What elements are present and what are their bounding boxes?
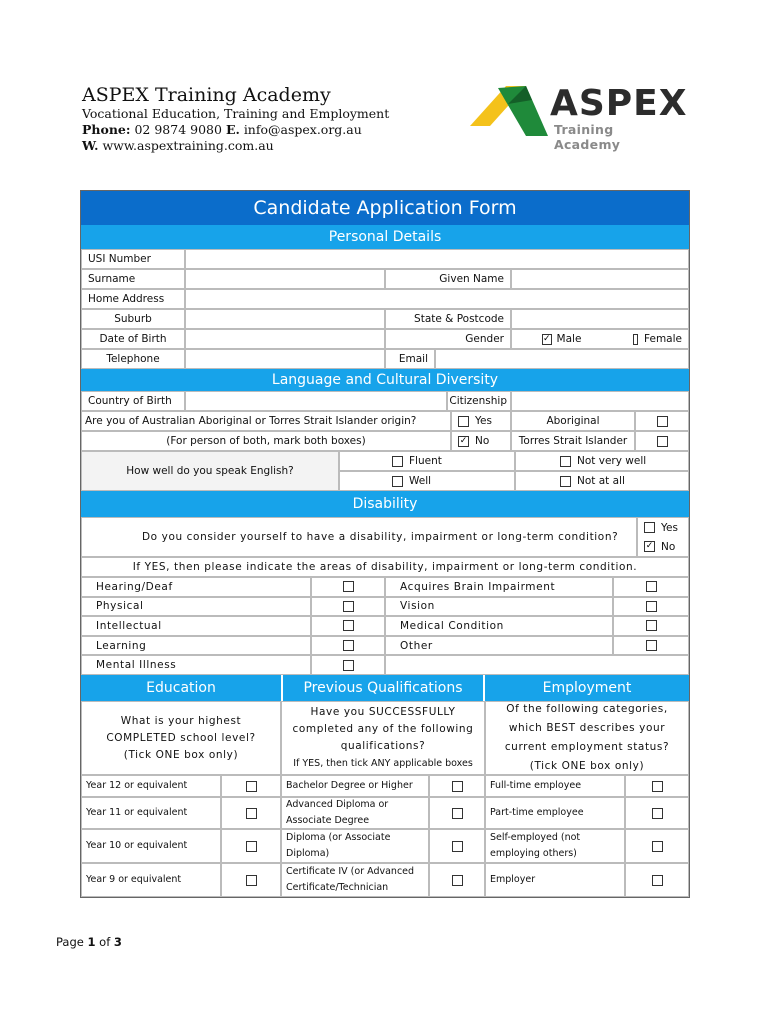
page-number (56, 935, 122, 949)
indigenous-no-checkbox[interactable]: ✓ (459, 435, 468, 446)
employment-item-option (625, 775, 689, 797)
logo-subtitle: Training Academy (554, 122, 621, 152)
indigenous-question: Are you of Australian Aboriginal or Torres Strait Islander origin? (81, 411, 451, 431)
well-option (339, 471, 515, 491)
suburb-field[interactable] (185, 309, 385, 329)
torres-strait-checkbox[interactable] (657, 436, 668, 447)
email-field[interactable] (435, 349, 689, 369)
employment-item-label: Employer (485, 863, 625, 897)
gender-options (511, 329, 689, 349)
qualification-item-checkbox[interactable] (452, 875, 463, 886)
state-postcode-label: State & Postcode (385, 309, 511, 329)
page-total: 3 (113, 935, 122, 949)
home-address-field[interactable] (185, 289, 689, 309)
disability-item-label: Mental Illness (81, 655, 311, 675)
surname-label: Surname (81, 269, 185, 289)
aboriginal-option (635, 411, 689, 431)
education-heading: Education (81, 675, 281, 701)
country-of-birth-field[interactable] (185, 391, 447, 411)
disability-item-option (613, 616, 689, 636)
not-at-all-option (515, 471, 689, 491)
fluent-checkbox[interactable] (392, 456, 403, 467)
disability-item-checkbox[interactable] (343, 601, 354, 612)
page-current: 1 (87, 935, 96, 949)
not-at-all-checkbox[interactable] (560, 476, 571, 487)
disability-areas-instruction: If YES, then please indicate the areas of disability, impairment or long-term condition. (81, 557, 689, 577)
qualifications-question-block (281, 701, 485, 775)
education-item-checkbox[interactable] (246, 781, 257, 792)
disability-yes-label: Yes (661, 521, 678, 534)
disability-item-label: Hearing/Deaf (81, 577, 311, 597)
employment-item-option (625, 829, 689, 863)
indigenous-note: (For person of both, mark both boxes) (81, 431, 451, 451)
disability-heading: Disability (81, 491, 689, 517)
web-value[interactable]: www.aspextraining.com.au (102, 138, 274, 153)
qualification-item-checkbox[interactable] (452, 781, 463, 792)
telephone-field[interactable] (185, 349, 385, 369)
education-item-label: Year 12 or equivalent (81, 775, 221, 797)
education-item-option (221, 829, 281, 863)
female-checkbox[interactable] (633, 334, 638, 345)
education-item-option (221, 863, 281, 897)
disability-yes-checkbox[interactable] (644, 522, 655, 533)
employment-item-checkbox[interactable] (652, 841, 663, 852)
phone-label: Phone: (82, 122, 131, 137)
disability-question: Do you consider yourself to have a disability, impairment or long-term condition? (81, 517, 637, 557)
torres-strait-label: Torres Strait Islander (511, 431, 635, 451)
disability-item-label: Medical Condition (385, 616, 613, 636)
aboriginal-checkbox[interactable] (657, 416, 668, 427)
disability-item-checkbox[interactable] (646, 581, 657, 592)
phone-value: 02 9874 9080 (134, 122, 222, 137)
disability-item-label: Vision (385, 597, 613, 617)
disability-item-label: Intellectual (81, 616, 311, 636)
disability-item-option (613, 597, 689, 617)
employment-item-option (625, 797, 689, 829)
employment-item-checkbox[interactable] (652, 808, 663, 819)
dob-label: Date of Birth (81, 329, 185, 349)
indigenous-no-label: No (475, 435, 490, 447)
education-item-checkbox[interactable] (246, 875, 257, 886)
male-checkbox[interactable]: ✓ (543, 333, 551, 344)
qualification-item-option (429, 829, 485, 863)
disability-item-checkbox[interactable] (646, 620, 657, 631)
letterhead (82, 84, 389, 154)
not-very-well-checkbox[interactable] (560, 456, 571, 467)
personal-details-heading: Personal Details (81, 225, 689, 249)
torres-strait-option (635, 431, 689, 451)
disability-no-checkbox[interactable]: ✓ (645, 541, 654, 551)
fluent-option (339, 451, 515, 471)
education-item-label: Year 10 or equivalent (81, 829, 221, 863)
disability-item-checkbox[interactable] (343, 581, 354, 592)
employment-note: (Tick ONE box only) (529, 760, 645, 772)
contact-line (82, 122, 389, 138)
indigenous-yes-label: Yes (475, 415, 492, 427)
form-title: Candidate Application Form (81, 191, 689, 225)
not-at-all-label: Not at all (577, 475, 625, 487)
aboriginal-label: Aboriginal (511, 411, 635, 431)
disability-item-option (311, 577, 385, 597)
disability-item-checkbox[interactable] (646, 640, 657, 651)
disability-yes-option (637, 517, 689, 537)
application-form (80, 190, 690, 898)
state-postcode-field[interactable] (511, 309, 689, 329)
education-item-label: Year 11 or equivalent (81, 797, 221, 829)
qualification-item-option (429, 797, 485, 829)
page-of: of (99, 935, 111, 949)
disability-item-label: Learning (81, 636, 311, 656)
education-item-checkbox[interactable] (246, 808, 257, 819)
employment-question: Of the following categories, which BEST describes your current employment status? (504, 703, 670, 753)
suburb-label: Suburb (81, 309, 185, 329)
citizenship-label: Citizenship (447, 391, 511, 411)
employment-item-label: Part-time employee (485, 797, 625, 829)
qualification-item-checkbox[interactable] (452, 841, 463, 852)
employment-item-label: Full-time employee (485, 775, 625, 797)
web-line (82, 138, 389, 154)
qualification-item-label: Advanced Diploma or Associate Degree (281, 797, 429, 829)
not-very-well-label: Not very well (577, 455, 647, 467)
employment-item-checkbox[interactable] (652, 781, 663, 792)
disability-item-option (311, 597, 385, 617)
employment-item-label: Self-employed (not employing others) (485, 829, 625, 863)
email-label: E. (225, 122, 240, 137)
given-name-field[interactable] (511, 269, 689, 289)
empty-cell (385, 655, 689, 675)
disability-item-label: Physical (81, 597, 311, 617)
indigenous-yes-option (451, 411, 511, 431)
aspex-logo (468, 82, 688, 152)
usi-label: USI Number (81, 249, 185, 269)
qualifications-question: Have you SUCCESSFULLY completed any of the following qualifications? (292, 706, 474, 752)
surname-field[interactable] (185, 269, 385, 289)
well-label: Well (409, 475, 432, 487)
dob-field[interactable] (185, 329, 385, 349)
web-label: W. (82, 138, 99, 153)
country-of-birth-label: Country of Birth (81, 391, 185, 411)
disability-item-checkbox[interactable] (646, 601, 657, 612)
disability-item-option (311, 636, 385, 656)
disability-item-label: Acquires Brain Impairment (385, 577, 613, 597)
qualification-item-label: Bachelor Degree or Higher (281, 775, 429, 797)
disability-item-checkbox[interactable] (343, 620, 354, 631)
home-address-label: Home Address (81, 289, 185, 309)
qualification-item-option (429, 775, 485, 797)
well-checkbox[interactable] (392, 476, 403, 487)
citizenship-field[interactable] (511, 391, 689, 411)
usi-field[interactable] (185, 249, 689, 269)
telephone-label: Telephone (81, 349, 185, 369)
employment-item-option (625, 863, 689, 897)
employment-question-block (485, 701, 689, 775)
email-value[interactable]: info@aspex.org.au (243, 122, 362, 137)
disability-item-option (613, 577, 689, 597)
education-item-label: Year 9 or equivalent (81, 863, 221, 897)
education-item-option (221, 775, 281, 797)
org-title: ASPEX Training Academy (82, 84, 331, 106)
female-label: Female (644, 333, 682, 345)
page-prefix: Page (56, 935, 84, 949)
employment-heading: Employment (485, 675, 689, 701)
education-item-checkbox[interactable] (246, 841, 257, 852)
education-item-option (221, 797, 281, 829)
logo-mark-icon (468, 82, 558, 140)
qualification-item-label: Certificate IV (or Advanced Certificate/Technician (281, 863, 429, 897)
disability-no-label: No (661, 540, 676, 553)
male-label: Male (556, 333, 582, 345)
disability-item-label: Other (385, 636, 613, 656)
email-label: Email (385, 349, 435, 369)
english-question: How well do you speak English? (81, 451, 339, 491)
org-subtitle: Vocational Education, Training and Employment (82, 106, 390, 121)
qualifications-heading: Previous Qualifications (281, 675, 485, 701)
language-heading: Language and Cultural Diversity (81, 369, 689, 391)
not-very-well-option (515, 451, 689, 471)
qualifications-note: If YES, then tick ANY applicable boxes (293, 758, 473, 769)
indigenous-yes-checkbox[interactable] (458, 416, 469, 427)
fluent-label: Fluent (409, 455, 442, 467)
disability-no-option (637, 537, 689, 557)
disability-item-checkbox[interactable] (343, 640, 354, 651)
disability-item-option (311, 616, 385, 636)
employment-item-checkbox[interactable] (652, 875, 663, 886)
qualification-item-label: Diploma (or Associate Diploma) (281, 829, 429, 863)
logo-word: ASPEX (550, 83, 688, 124)
qualification-item-option (429, 863, 485, 897)
education-question: What is your highest COMPLETED school level? (Tick ONE box only) (81, 701, 281, 775)
qualification-item-checkbox[interactable] (452, 808, 463, 819)
indigenous-no-option (451, 431, 511, 451)
given-name-label: Given Name (385, 269, 511, 289)
gender-label: Gender (385, 329, 511, 349)
disability-item-option (311, 655, 385, 675)
disability-item-option (613, 636, 689, 656)
disability-item-checkbox[interactable] (343, 660, 354, 671)
